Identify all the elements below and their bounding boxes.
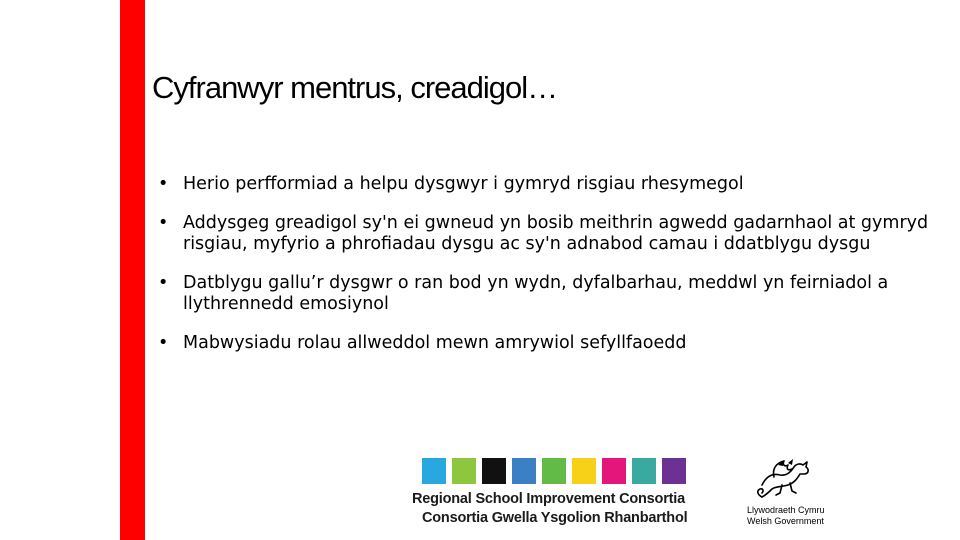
bullet-marker: • (158, 174, 169, 194)
color-square (542, 458, 566, 484)
bullet-item (158, 213, 938, 255)
bullet-text: Datblygu gallu’r dysgwr o ran bod yn wydn, dyfalbarhau, meddwl yn feirniadol a llythrennedd emosiynol (183, 273, 889, 314)
welsh-dragon-icon (752, 455, 814, 501)
color-square (602, 458, 626, 484)
slide-title: Cyfranwyr mentrus, creadigol… (152, 70, 558, 105)
welsh-government-logo (742, 455, 832, 533)
bullet-marker: • (158, 273, 169, 293)
bullet-list (158, 174, 938, 372)
color-square (422, 458, 446, 484)
consortia-name-cy: Consortia Gwella Ysgolion Rhanbarthol (422, 510, 688, 526)
bullet-item (158, 174, 938, 195)
consortia-name-en: Regional School Improvement Consortia (412, 491, 685, 507)
accent-bar (120, 0, 145, 540)
color-square (572, 458, 596, 484)
color-square (512, 458, 536, 484)
bullet-marker: • (158, 213, 169, 233)
color-square (482, 458, 506, 484)
bullet-item (158, 333, 938, 354)
welsh-government-name-cy: Llywodraeth Cymru (747, 505, 825, 515)
color-square (662, 458, 686, 484)
bullet-marker: • (158, 333, 169, 353)
consortia-logo (412, 458, 702, 530)
bullet-item (158, 273, 938, 315)
bullet-text: Mabwysiadu rolau allweddol mewn amrywiol sefyllfaoedd (183, 333, 687, 353)
color-square (632, 458, 656, 484)
bullet-text: Addysgeg greadigol sy'n ei gwneud yn bosib meithrin agwedd gadarnhaol at gymryd risgiau, myfyrio a phrofiadau dysgu ac sy'n adnabod camau i ddatblygu dysgu (183, 213, 929, 254)
color-square (452, 458, 476, 484)
bullet-text: Herio perfformiad a helpu dysgwyr i gymryd risgiau rhesymegol (183, 174, 744, 194)
welsh-government-name-en: Welsh Government (747, 516, 824, 526)
